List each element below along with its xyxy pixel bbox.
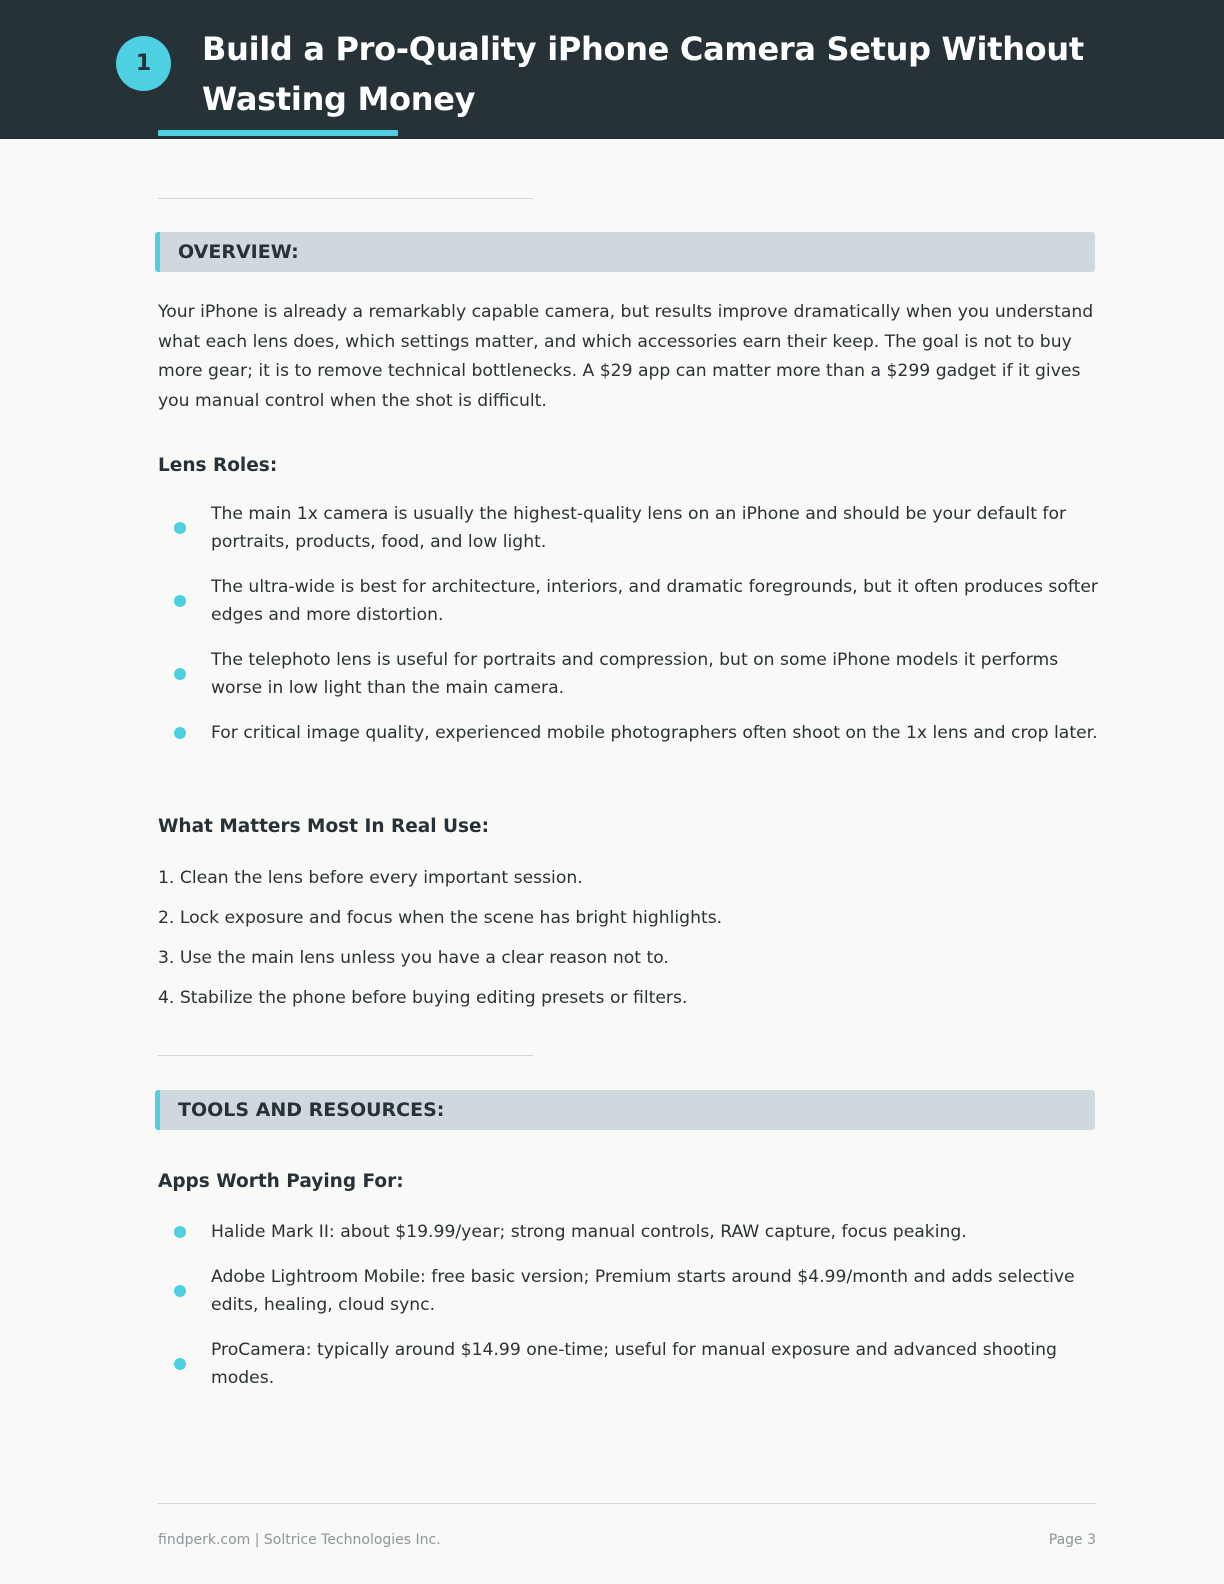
- list-item: [158, 1218, 1098, 1246]
- list-item: 4. Stabilize the phone before buying editing presets or filters.: [158, 988, 688, 1008]
- apps-list: [158, 1218, 1098, 1409]
- page-title: Build a Pro-Quality iPhone Camera Setup Without Wasting Money: [202, 30, 1084, 118]
- title-accent-underline: [158, 130, 398, 136]
- page-header: [0, 0, 1224, 139]
- list-item: [158, 1263, 1098, 1319]
- list-item-text: The main 1x camera is usually the highest-quality lens on an iPhone and should be your default for portraits, products, food, and low light.: [211, 504, 1067, 552]
- bullet-dot-icon: [174, 595, 186, 607]
- list-item: 1. Clean the lens before every important session.: [158, 868, 583, 888]
- bullet-dot-icon: [174, 522, 186, 534]
- overview-heading: OVERVIEW:: [178, 241, 299, 263]
- what-matters-heading: What Matters Most In Real Use:: [158, 816, 489, 837]
- lens-roles-heading: Lens Roles:: [158, 455, 278, 476]
- overview-section-bar: [155, 232, 1095, 272]
- list-item-text: Adobe Lightroom Mobile: free basic version; Premium starts around $4.99/month and adds selective edits, healing, cloud sync.: [211, 1267, 1075, 1315]
- tools-section-bar: [155, 1090, 1095, 1130]
- bullet-dot-icon: [174, 1285, 186, 1297]
- bullet-dot-icon: [174, 727, 186, 739]
- list-item: 3. Use the main lens unless you have a clear reason not to.: [158, 948, 669, 968]
- list-item: [158, 646, 1098, 702]
- section-divider: [158, 1055, 533, 1056]
- footer-source: findperk.com | Soltrice Technologies Inc.: [158, 1532, 441, 1548]
- list-item-text: The ultra-wide is best for architecture, interiors, and dramatic foregrounds, but it often produces softer edges and more distortion.: [211, 577, 1098, 625]
- bullet-dot-icon: [174, 1358, 186, 1370]
- what-matters-list: [158, 864, 1098, 1024]
- bullet-dot-icon: [174, 1226, 186, 1238]
- page-number: Page 3: [1048, 1532, 1096, 1548]
- bullet-dot-icon: [174, 668, 186, 680]
- overview-paragraph: Your iPhone is already a remarkably capable camera, but results improve dramatically when you understand what each lens does, which settings matter, and which accessories earn their keep. The goal is not to buy more gear; it is to remove technical bottlenecks. A $29 app can matter more than a $299 gadget if it gives you manual control when the shot is difficult.: [158, 302, 1094, 411]
- list-item: [158, 1336, 1098, 1392]
- lens-roles-list: [158, 500, 1098, 764]
- list-item: [158, 500, 1098, 556]
- section-divider: [158, 198, 533, 199]
- list-item-text: Halide Mark II: about $19.99/year; strong manual controls, RAW capture, focus peaking.: [211, 1222, 967, 1242]
- footer-divider: [158, 1503, 1096, 1504]
- list-item: [158, 573, 1098, 629]
- tools-heading: TOOLS AND RESOURCES:: [178, 1099, 445, 1121]
- chapter-number-badge: 1: [116, 36, 171, 91]
- list-item-text: For critical image quality, experienced mobile photographers often shoot on the 1x lens and crop later.: [211, 723, 1098, 743]
- list-item: 2. Lock exposure and focus when the scene has bright highlights.: [158, 908, 723, 928]
- list-item-text: ProCamera: typically around $14.99 one-time; useful for manual exposure and advanced shooting modes.: [211, 1340, 1057, 1388]
- list-item: [158, 719, 1098, 747]
- apps-heading: Apps Worth Paying For:: [158, 1171, 404, 1192]
- list-item-text: The telephoto lens is useful for portraits and compression, but on some iPhone models it performs worse in low light than the main camera.: [211, 650, 1059, 698]
